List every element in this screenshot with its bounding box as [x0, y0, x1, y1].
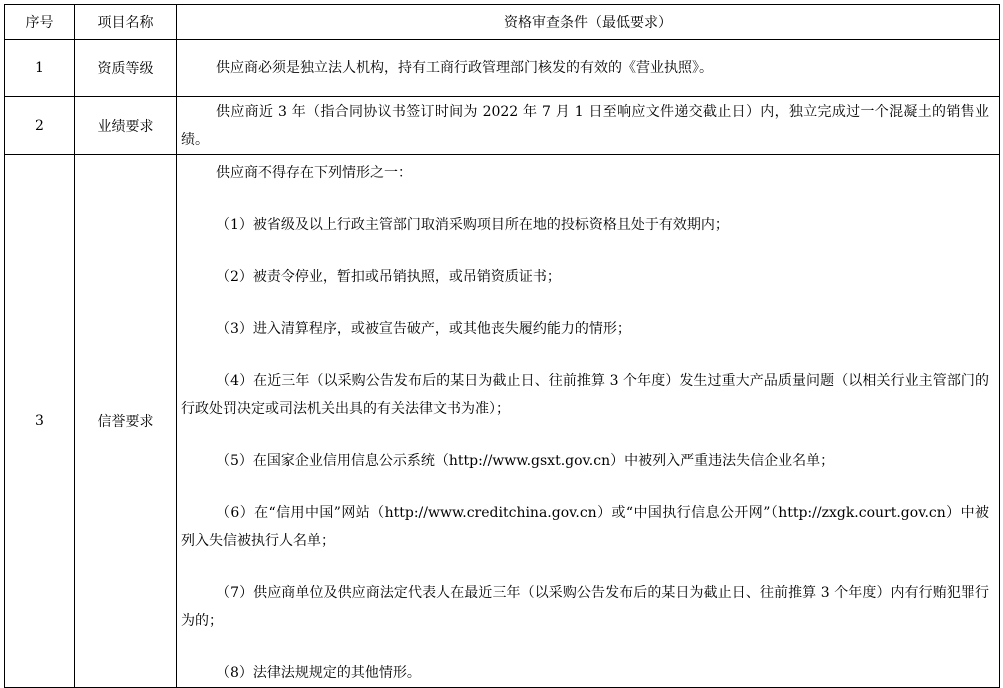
- header-num: 序号: [5, 5, 75, 40]
- table-row-2: [5, 97, 1000, 155]
- condition-item-7: （7）供应商单位及供应商法定代表人在最近三年（以采购公告发布后的某日为截止日、往前推算 3 个年度）内有行贿犯罪行为的；: [181, 585, 989, 629]
- condition-item-2: （2）被责令停业，暂扣或吊销执照，或吊销资质证书；: [216, 269, 561, 285]
- qualification-table: [4, 4, 1000, 688]
- table-row-1: [5, 40, 1000, 97]
- row-name: 信誉要求: [75, 155, 177, 688]
- condition-paragraph: 供应商必须是独立法人机构，持有工商行政管理部门核发的有效的《营业执照》。: [216, 60, 713, 76]
- condition-item-1: （1）被省级及以上行政主管部门取消采购项目所在地的投标资格且处于有效期内；: [216, 217, 729, 233]
- condition-paragraph: 供应商近 3 年（指合同协议书签订时间为 2022 年 7 月 1 日至响应文件递交截止日）内，独立完成过一个混凝土的销售业绩。: [181, 103, 989, 148]
- condition-intro: 供应商不得存在下列情形之一：: [216, 165, 412, 181]
- table-row-3: [5, 155, 1000, 688]
- condition-item-3: （3）进入清算程序，或被宣告破产，或其他丧失履约能力的情形；: [216, 321, 631, 337]
- header-condition: 资格审查条件（最低要求）: [177, 5, 1000, 40]
- row-condition: [177, 155, 1000, 688]
- condition-item-6: （6）在“信用中国”网站（http://www.creditchina.gov.cn）或“中国执行信息公开网”（http://zxgk.court.gov.cn）中被列入失信被执行人名单；: [181, 505, 989, 549]
- row-name: 业绩要求: [75, 97, 177, 155]
- row-condition: [177, 97, 1000, 155]
- condition-item-8: （8）法律法规规定的其他情形。: [216, 665, 421, 681]
- header-name: 项目名称: [75, 5, 177, 40]
- row-num: 2: [5, 97, 75, 155]
- row-condition: [177, 40, 1000, 97]
- header-row: [5, 5, 1000, 40]
- row-num: 1: [5, 40, 75, 97]
- condition-item-4: （4）在近三年（以采购公告发布后的某日为截止日、往前推算 3 个年度）发生过重大产品质量问题（以相关行业主管部门的行政处罚决定或司法机关出具的有关法律文书为准）；: [181, 373, 989, 417]
- row-num: 3: [5, 155, 75, 688]
- condition-item-5: （5）在国家企业信用信息公示系统（http://www.gsxt.gov.cn）中被列入严重违法失信企业名单；: [216, 453, 835, 469]
- row-name: 资质等级: [75, 40, 177, 97]
